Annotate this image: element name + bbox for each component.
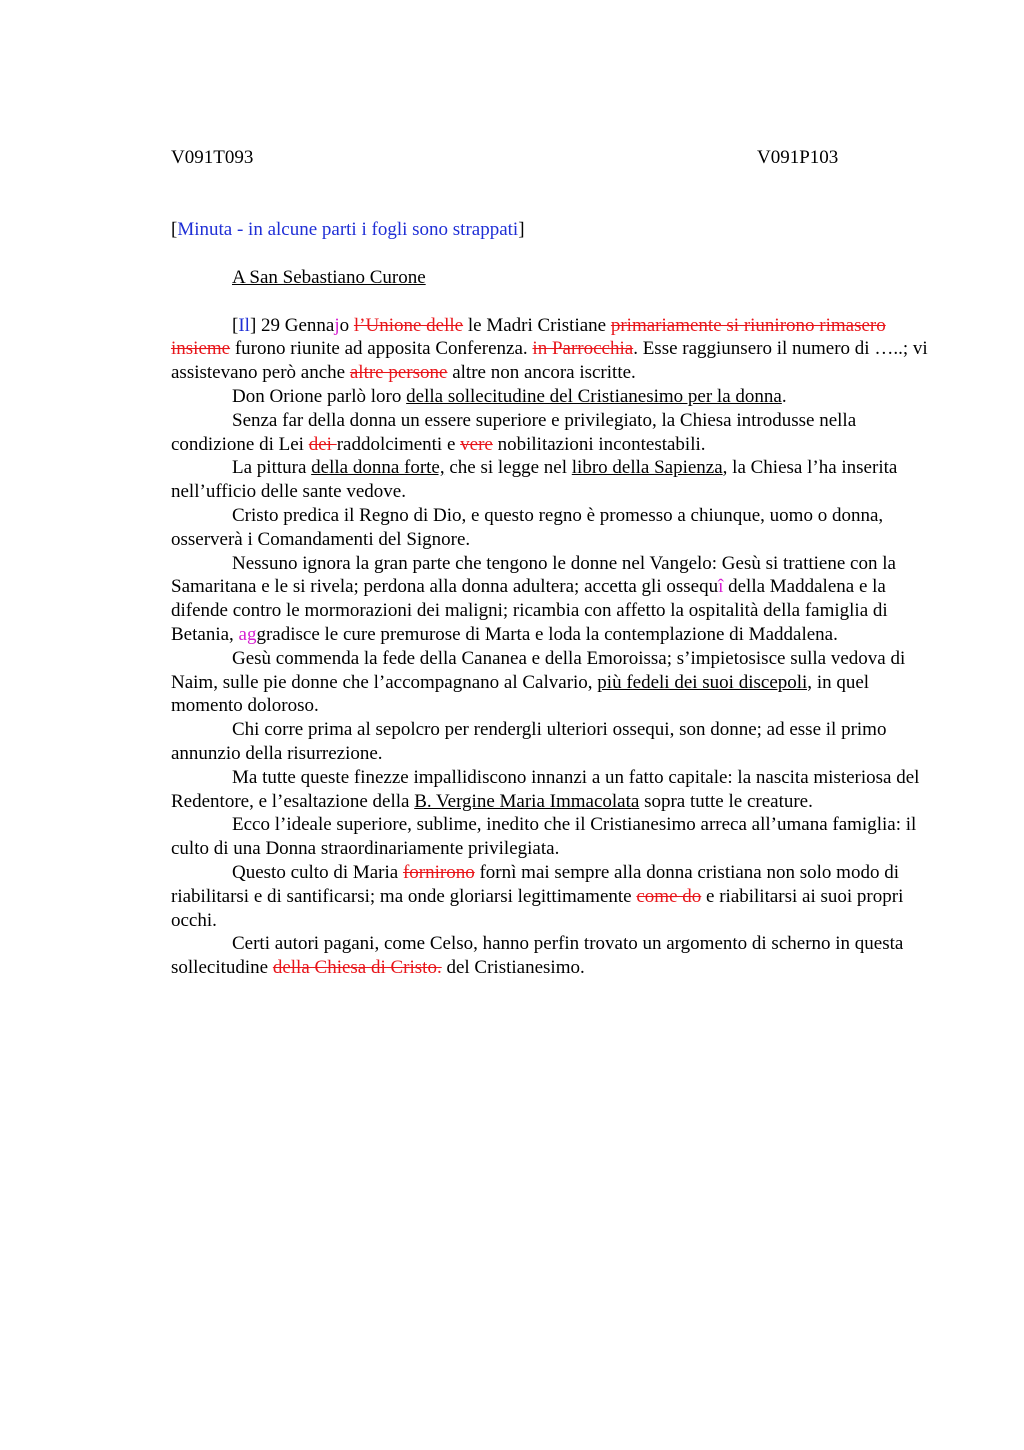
text-span: nobilitazioni incontestabili. [492, 433, 706, 455]
paragraph-4 [171, 456, 931, 504]
text-span: del Cristianesimo. [441, 957, 585, 979]
text-span: Ecco l’ideale superiore, sublime, inedito che il Cristianesimo arreca all’umana famiglia: il culto di una Donna straordinariamente privilegiata. [171, 814, 917, 860]
correction-mark: î [718, 576, 724, 598]
text-span: Senza far della donna un essere superiore e privilegiato, la Chiesa introdusse nella condizione di Lei [171, 409, 857, 455]
paragraph-11 [171, 861, 931, 932]
text-span: Gesù commenda la fede della Cananea e della Emoroissa; s’impietosisce sulla vedova di Naim, sulle pie donne che l’accompagnano al Calvario, [171, 647, 906, 693]
text-span: o [339, 314, 354, 336]
header-row [171, 146, 931, 170]
text-span: La pittura [232, 457, 312, 479]
text-span: raddolcimenti e [336, 433, 461, 455]
deleted-text: fornirono [402, 861, 475, 883]
bracket-open: [ [232, 314, 239, 336]
text-span: che si legge nel [444, 457, 572, 479]
deleted-text: l’Unione delle [353, 314, 464, 336]
paragraph-2 [171, 385, 931, 409]
underlined-text: della donna forte, [311, 457, 445, 479]
text-span: , la Chiesa l’ha inserita nell’ufficio delle sante vedove. [171, 457, 898, 503]
paragraph-8 [171, 718, 931, 766]
text-span: Questo culto di Maria [232, 861, 403, 883]
text-span: Nessuno ignora la gran parte che tengono le donne nel Vangelo: Gesù si trattiene con la Samaritana e le si rivela; perdona alla donna adultera; accetta gli ossequ [171, 552, 896, 598]
text-span: della Maddalena e la difende contro le mormorazioni dei maligni; ricambia con affetto la ospitalità della famiglia di Betania, [171, 576, 888, 645]
editorial-insertion: Il [238, 314, 250, 336]
document-title [171, 266, 931, 290]
deleted-text: vere [460, 433, 493, 455]
paragraph-6 [171, 552, 931, 647]
text-span: fornì mai sempre alla donna cristiana non solo modo di riabilitarsi e di santificarsi; ma onde gloriarsi legittimamente [171, 861, 899, 907]
text-span: sopra tutte le creature. [639, 790, 813, 812]
deleted-text: in Parrocchia [532, 338, 634, 360]
editorial-note [171, 218, 931, 242]
text-span: altre non ancora iscritte. [447, 362, 636, 384]
deleted-text: come do [636, 885, 702, 907]
text-span: Chi corre prima al sepolcro per rendergli ulteriori ossequi, son donne; ad esse il primo annunzio della risurrezione. [171, 719, 887, 764]
paragraph-7 [171, 647, 931, 718]
text-span: in quel momento doloroso. [171, 671, 870, 717]
text-span: Cristo predica il Regno di Dio, e questo regno è promesso a chiunque, uomo o donna, osserverà i Comandamenti del Signore. [171, 504, 884, 550]
text-span: furono riunite ad apposita Conferenza. [230, 338, 533, 360]
paragraph-3 [171, 409, 931, 457]
correction-mark: ag [238, 623, 257, 645]
text-span: ] 29 Genna [249, 314, 335, 336]
paragraph-1 [171, 314, 931, 385]
deleted-text: dei [308, 433, 337, 455]
note-close-bracket: ] [518, 219, 525, 240]
paragraph-10 [171, 813, 931, 861]
text-span: . Esse raggiunsero il numero di …..; vi assistevano però anche [171, 338, 928, 384]
underlined-text: della sollecitudine del Cristianesimo per la donna [406, 385, 782, 407]
note-text: Minuta - in alcune parti i fogli sono strappati [177, 219, 519, 240]
document-code-left: V091T093 [171, 147, 254, 168]
text-span: le Madri Cristiane [463, 314, 611, 336]
deleted-text: primariamente si riunirono rimasero insieme [171, 314, 886, 360]
deleted-text: della Chiesa di Cristo. [272, 957, 442, 979]
document-code-right: V091P103 [757, 147, 839, 168]
paragraph-9 [171, 766, 931, 814]
underlined-text: B. Vergine Maria Immacolata [414, 790, 640, 812]
underlined-text: libro della Sapienza [571, 457, 723, 479]
text-span: Ma tutte queste finezze impallidiscono innanzi a un fatto capitale: la nascita misteriosa del Redentore, e l’esaltazione della [171, 766, 920, 812]
paragraph-12 [171, 932, 931, 980]
title-text: A San Sebastiano Curone [232, 266, 426, 288]
underlined-text: più fedeli dei suoi discepoli, [597, 671, 813, 693]
text-span: . [781, 385, 787, 407]
text-span: Don Orione parlò loro [232, 385, 407, 407]
paragraph-5 [171, 504, 931, 552]
text-span: Certi autori pagani, come Celso, hanno perfin trovato un argomento di scherno in questa sollecitudine [171, 933, 904, 979]
correction-mark: j [334, 314, 340, 336]
text-span: gradisce le cure premurose di Marta e loda la contemplazione di Maddalena. [256, 623, 838, 645]
deleted-text: altre persone [349, 362, 448, 384]
text-span: e riabilitarsi ai suoi propri occhi. [171, 885, 904, 931]
note-open-bracket: [ [171, 219, 178, 240]
document-body [171, 146, 931, 980]
